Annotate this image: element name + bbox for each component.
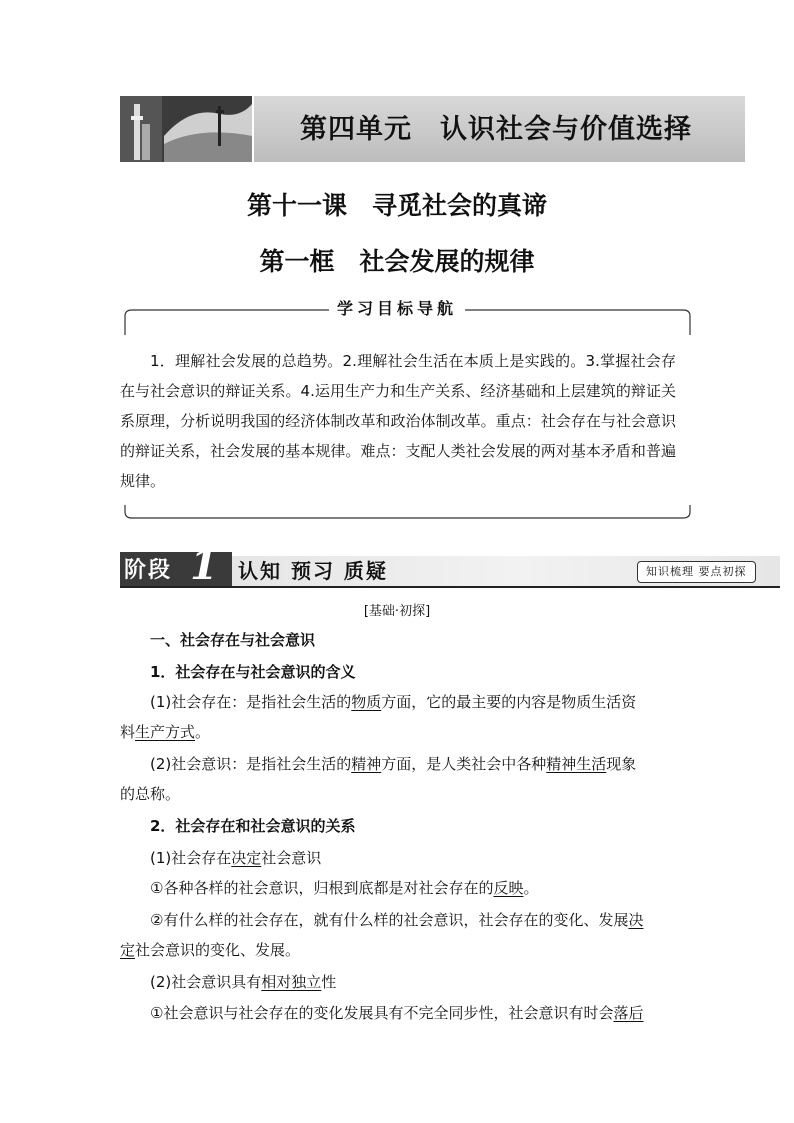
stage-title: 认知 预习 质疑: [238, 559, 388, 583]
heading-1-1: 1．社会存在与社会意识的含义: [150, 663, 356, 681]
stage-tag: 知识梳理 要点初探: [637, 561, 756, 583]
stage-word: 阶段: [124, 557, 173, 583]
paragraph-2-line-2: 的总称。: [120, 785, 181, 803]
objectives-text: 1．理解社会发展的总趋势。2.理解社会生活在本质上是实践的。3.掌握社会存在与社会意识的辩证关系。4.运用生产力和生产关系、经济基础和上层建筑的辩证关系原理，分析说明我国的经济体制改革和政治体制改革。重点：社会存在与社会意识的辩证关系，社会发展的基本规律。难点：支配人类社会发展的两对基本矛盾和普遍规律。: [120, 352, 676, 490]
frame-title: 第一框 社会发展的规律: [259, 247, 535, 276]
blank-answer: 精神生活: [546, 755, 607, 773]
paragraph-4: ①各种各样的社会意识，归根到底都是对社会存在的反映。: [150, 879, 539, 897]
heading-1: 一、社会存在与社会意识: [150, 631, 316, 649]
heading-1-2: 2．社会存在和社会意识的关系: [150, 817, 356, 835]
blank-answer: 生产方式: [135, 723, 196, 741]
blank-answer: 决: [628, 911, 644, 929]
blank-answer: 相对独立: [261, 973, 322, 991]
objectives-label: 学习目标导航: [0, 296, 794, 319]
paragraph-7: ①社会意识与社会存在的变化发展具有不完全同步性，社会意识有时会落后: [150, 1004, 644, 1022]
blank-answer: 落后: [613, 1004, 644, 1022]
unit-banner-photo: [120, 96, 254, 162]
blank-answer: 物质: [351, 693, 382, 711]
objectives-frame-bottom: [124, 504, 691, 522]
unit-title: 第四单元 认识社会与价值选择: [300, 114, 692, 145]
blank-answer: 反映: [493, 879, 524, 897]
blank-answer: 精神: [351, 755, 382, 773]
blank-answer: 定: [120, 941, 136, 959]
paragraph-2-line-1: (2)社会意识：是指社会生活的精神方面，是人类社会中各种精神生活现象: [150, 755, 637, 773]
paragraph-5-line-2: 定社会意识的变化、发展。: [120, 941, 301, 959]
stage-number: 1: [190, 542, 218, 589]
paragraph-1-line-1: (1)社会存在：是指社会生活的物质方面，它的最主要的内容是物质生活资: [150, 693, 637, 711]
paragraph-3: (1)社会存在决定社会意识: [150, 849, 322, 867]
paragraph-1-line-2: 料生产方式。: [120, 723, 211, 741]
section-label: [基础·初探]: [363, 604, 431, 619]
lesson-title: 第十一课 寻觅社会的真谛: [246, 191, 547, 220]
paragraph-6: (2)社会意识具有相对独立性: [150, 973, 337, 991]
paragraph-5-line-1: ②有什么样的社会存在，就有什么样的社会意识，社会存在的变化、发展决: [150, 911, 644, 929]
blank-answer: 决定: [231, 849, 262, 867]
